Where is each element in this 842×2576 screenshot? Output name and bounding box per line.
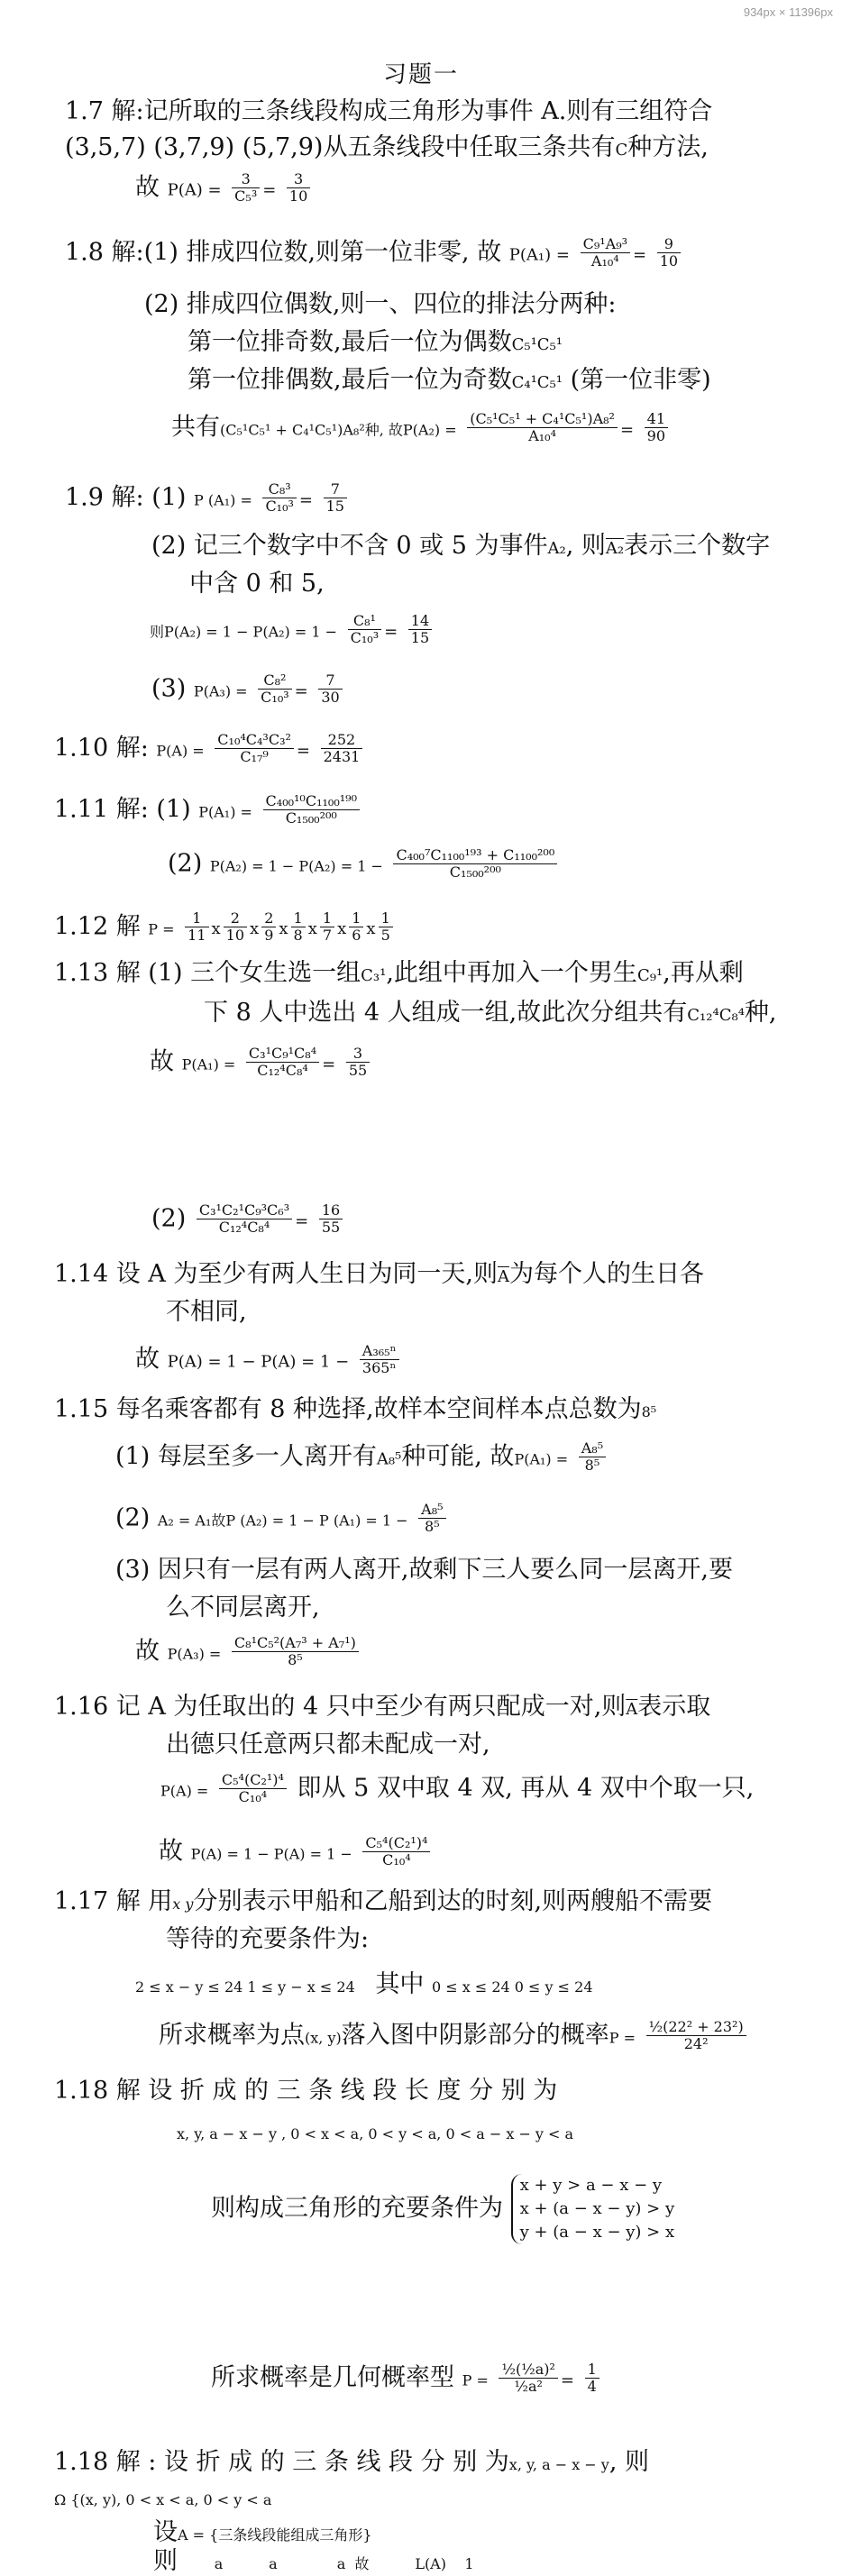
problem-1-7-line-3: 故 P(A) = $\frac{3}{\text{C₅³}}$ = $\frac{3}{10}$ (135, 171, 313, 206)
fraction (346, 1046, 370, 1080)
numerator: 16 (319, 1202, 343, 1219)
problem-1-18b-line-2: Ω {(x, y), 0 < x < a, 0 < y < a (54, 2491, 272, 2508)
numerator: C₅⁴(C₂¹)⁴ (362, 1835, 430, 1852)
problem-1-18b-line-1 (54, 2448, 649, 2477)
formula-label: P = (609, 2029, 636, 2047)
event: A₂ (547, 539, 566, 558)
denominator: ½a² (514, 2378, 543, 2396)
formula: P(A) = 1 − P(A) = 1 − (190, 1845, 352, 1863)
numerator: 2 (224, 910, 247, 927)
formula: P(A) = 1 − P(A) = 1 − (167, 1352, 350, 1372)
denominator: 55 (321, 1219, 341, 1237)
text: 分别表示甲船和乙船到达的时刻,则两艘船不需要 (193, 1887, 713, 1915)
fraction (581, 236, 630, 270)
formula: C₉¹ (636, 966, 664, 985)
fraction (418, 1502, 445, 1536)
formula: A = {三条线段能组成三角形} (178, 2526, 372, 2544)
image-size-label: 934px × 11396px (743, 5, 833, 19)
problem-1-18b-line-4 (153, 2547, 474, 2576)
problem-1-7-line-2 (65, 133, 709, 162)
problem-1-11-line-2 (168, 847, 560, 882)
denominator: C₁₀³ (350, 629, 380, 647)
problem-1-17-line-2: 等待的充要条件为: (166, 1925, 370, 1953)
fraction (262, 481, 296, 516)
fraction (185, 910, 208, 945)
numerator: C₃¹C₉¹C₈⁴ (246, 1046, 319, 1063)
denominator: C₁₀³ (261, 689, 289, 707)
formula: x y (172, 1895, 194, 1913)
formula: 0 ≤ x ≤ 24 0 ≤ y ≤ 24 (431, 1978, 593, 1996)
problem-1-15-line-3 (115, 1502, 449, 1536)
page-title: 习题一 (382, 61, 459, 88)
problem-1-14-line-1 (54, 1260, 704, 1289)
formula: P(A₂) = 1 − P(A₂) = 1 − (209, 857, 383, 875)
denominator: A₁₀⁴ (590, 252, 619, 270)
text: 1.11 解: (1) (54, 795, 191, 824)
problem-1-16-line-4 (159, 1835, 433, 1869)
problem-1-16-line-2: 出德只任意两只都未配成一对, (166, 1731, 490, 1758)
problem-1-15-line-4: (3) 因只有一层有两人离开,故剩下三人要么同一层离开,要 (115, 1556, 733, 1584)
denominator: C₁₇⁹ (240, 748, 269, 766)
text: 落入图中阴影部分的概率 (341, 2021, 609, 2050)
denominator: 55 (348, 1062, 368, 1080)
numerator: 3 (232, 171, 260, 188)
formula-label: P(A) = (156, 742, 205, 760)
denominator: C₁₂⁴C₈⁴ (218, 1219, 270, 1237)
problem-1-15-line-2 (115, 1440, 609, 1475)
formula: x, y, a − x − y (508, 2456, 609, 2473)
text: 故 (159, 1837, 183, 1866)
problem-1-7-text: (3,5,7) (3,7,9) (5,7,9)从五条线段中任取三条共有 (65, 133, 616, 161)
denominator: 7 (322, 927, 333, 945)
problem-1-17-line-3 (135, 1970, 593, 1999)
problem-1-9-line-5: (3) P(A₃) = $\frac{\text{C₈²}}{\text{C₁₀³}}$ = $\frac{7}{30}$ (151, 672, 345, 707)
problem-1-9-line-1: 1.9 解: (1) P (A₁) = $\frac{\text{C₈³}}{\text{C₁₀³}}$ = $\frac{7}{15}$ (65, 481, 350, 516)
problem-1-9-line-2 (151, 532, 770, 561)
fraction (291, 910, 306, 945)
fraction (215, 732, 294, 766)
text: 种可能, 故 (401, 1442, 515, 1471)
text: 即从 5 双中取 4 双, 再从 4 双中个取一只, (297, 1774, 755, 1803)
multiply-sign: x (337, 919, 347, 939)
problem-1-13-line-2 (204, 999, 777, 1028)
multiply-sign: x (250, 919, 260, 939)
text: 1.18 解 : 设 折 成 的 三 条 线 段 分 别 为 (54, 2448, 509, 2476)
formula-label: P(A₁) = (508, 245, 570, 265)
problem-1-18a-line-2: x, y, a − x − y , 0 < x < a, 0 < y < a, 0 < a − x − y < a (177, 2125, 574, 2142)
problem-1-17-line-1 (54, 1887, 712, 1916)
problem-1-18a-line-4: 所求概率是几何概率型 P = $\frac{\text{½(½a)²}}{\text{½a²}}$ = $\frac{1}{4}$ (211, 2361, 602, 2396)
text: ,再从剩 (663, 959, 744, 987)
numerator: C₃¹C₂¹C₉³C₆³ (197, 1202, 292, 1219)
denominator: C₁₀⁴ (238, 1788, 268, 1806)
text: 1.12 解 (54, 912, 141, 941)
problem-1-8-line-2: (2) 排成四位偶数,则一、四位的排法分两种: (144, 290, 617, 318)
fraction (287, 171, 310, 206)
denominator: 24² (683, 2035, 709, 2053)
fraction (319, 1202, 343, 1237)
numerator: 1 (185, 910, 208, 927)
problem-1-18a-line-3 (211, 2174, 674, 2244)
fraction (362, 1835, 430, 1869)
denominator: 8 (293, 927, 303, 945)
denominator: 5 (380, 927, 390, 945)
formula: 则P(A₂) = 1 − P(A₂) = 1 − (150, 623, 338, 641)
formula-label: P(A₁) = (181, 1055, 236, 1073)
text: (2) (151, 1204, 187, 1233)
text: 1.13 解 (1) 三个女生选一组 (54, 959, 362, 987)
fraction (263, 793, 360, 827)
text: 所求概率为点 (159, 2021, 305, 2050)
numerator: C₈³ (262, 481, 296, 498)
denominator: 4 (587, 2378, 597, 2396)
text: 1.17 解 用 (54, 1887, 173, 1915)
denominator: 8⁵ (288, 1651, 303, 1669)
denominator: A₁₀⁴ (528, 427, 556, 445)
denominator: 8⁵ (425, 1518, 440, 1536)
formula-label: P (A₁) = (194, 491, 252, 509)
fraction (320, 910, 334, 945)
denominator: 15 (325, 498, 344, 516)
numerator: C₈¹C₅²(A₇³ + A₇¹) (232, 1635, 359, 1652)
fraction (232, 1635, 359, 1669)
problem-1-7-line-1: 1.7 解:记所取的三条线段构成三角形为事件 A.则有三组符合 (65, 97, 713, 125)
fraction (646, 2019, 746, 2053)
numerator: C₉¹A₉³ (581, 236, 630, 253)
text: (2) 记三个数字中不含 0 或 5 为事件 (151, 532, 548, 560)
fraction (318, 672, 342, 707)
formula: A₈⁵ (376, 1449, 402, 1469)
numerator: (C₅¹C₅¹ + C₄¹C₅¹)A₈² (467, 411, 618, 428)
event-complement: A₂ (605, 539, 625, 558)
fraction (645, 411, 668, 445)
problem-1-16-line-1 (54, 1693, 710, 1722)
problem-1-17-line-4 (159, 2019, 749, 2053)
multiply-sign: x (307, 919, 317, 939)
problem-1-15-line-1 (54, 1395, 656, 1424)
formula-label: P(A₃) = (167, 1645, 222, 1663)
text: 故 (135, 1637, 160, 1666)
problem-1-15-line-5: 么不同层离开, (166, 1594, 320, 1621)
denominator: 365ⁿ (362, 1359, 397, 1377)
fraction (499, 2361, 557, 2396)
denominator: 10 (659, 252, 679, 270)
fraction (585, 2361, 599, 2396)
formula: A₂ = A₁故P (A₂) = 1 − P (A₁) = 1 − (157, 1512, 408, 1530)
text: (2) (168, 849, 203, 878)
formula: 2 ≤ x − y ≤ 24 1 ≤ y − x ≤ 24 (135, 1978, 355, 1996)
numerator: 2 (261, 910, 276, 927)
fraction (232, 171, 260, 206)
denominator: C₁₀⁴ (382, 1851, 411, 1869)
formula-label: P = (148, 920, 175, 938)
problem-1-18a-line-1: 1.18 解 设 折 成 的 三 条 线 段 长 度 分 别 为 (54, 2077, 558, 2105)
numerator: 7 (318, 672, 342, 690)
text: 故 (150, 1047, 174, 1076)
text: 1.9 解: (1) (65, 483, 187, 512)
text: 所求概率是几何概率型 (211, 2363, 454, 2392)
denominator: C₁₂⁴C₈⁴ (257, 1062, 308, 1080)
numerator: ½(½a)² (499, 2361, 557, 2379)
denominator: 10 (288, 187, 308, 206)
formula: a a a 故 L(A) 1 (178, 2555, 474, 2572)
text: 共有 (171, 413, 220, 442)
problem-1-11-line-1 (54, 793, 362, 827)
formula: 8⁵ (641, 1403, 657, 1420)
fraction (657, 236, 681, 270)
text: 则 (153, 2547, 178, 2575)
note: (第一位非零) (570, 366, 711, 394)
numerator: A₃₆₅ⁿ (360, 1343, 399, 1360)
numerator: A₈⁵ (579, 1440, 606, 1457)
event-complement: $\overline{A}$ (497, 1267, 509, 1286)
formula: (x, y) (305, 2029, 342, 2047)
numerator: 1 (379, 910, 393, 927)
text: 设 (153, 2518, 178, 2546)
denominator: C₁₀³ (265, 498, 294, 516)
numerator: 1 (349, 910, 363, 927)
inequality: x + y > a − x − y (519, 2176, 663, 2195)
text: , 则 (565, 532, 606, 560)
text: (1) 每层至多一人离开有 (115, 1442, 377, 1471)
numerator: C₄₀₀¹⁰C₁₁₀₀¹⁹⁰ (263, 793, 360, 810)
text: 则构成三角形的充要条件为 (211, 2194, 503, 2223)
inequality: x + (a − x − y) > y (519, 2199, 675, 2219)
fraction (379, 910, 393, 945)
problem-1-15-line-6 (135, 1635, 362, 1669)
inequality-system (511, 2174, 675, 2244)
denominator: 30 (321, 689, 340, 707)
numerator: 1 (320, 910, 334, 927)
denominator: 2431 (323, 748, 361, 766)
denominator: 10 (225, 927, 245, 945)
problem-1-13-line-4: (2) $\frac{\text{C₃¹C₂¹C₉³C₆³}}{\text{C₁₂⁴C₈⁴}}$ = $\frac{16}{55}$ (151, 1202, 345, 1237)
problem-1-8-line-5: 共有(C₅¹C₅¹ + C₄¹C₅¹)A₈²种, 故P(A₂) = $\frac{\text{(C₅¹C₅¹ + C₄¹C₅¹)A₈²}}{\text{A₁₀⁴}}$ = $\frac{41}{90}$ (171, 411, 671, 445)
formula: C₄¹C₅¹ (511, 373, 563, 392)
fraction (349, 910, 363, 945)
text: 1.10 解: (54, 734, 149, 763)
fraction (408, 613, 432, 647)
problem-1-16-line-3 (160, 1772, 754, 1806)
text: 为每个人的生日各 (508, 1260, 704, 1288)
problem-1-8-line-1: 1.8 解:(1) 排成四位数,则第一位非零, 故 P(A₁) = $\frac{\text{C₉¹A₉³}}{\text{A₁₀⁴}}$ = $\frac{9}{10}$ (65, 236, 683, 270)
fraction (321, 732, 363, 766)
fraction (224, 910, 247, 945)
text: 下 8 人中选出 4 人组成一组,故此次分组共有 (204, 999, 688, 1027)
numerator: 3 (346, 1046, 370, 1063)
denominator: 11 (188, 927, 206, 945)
numerator: 41 (645, 411, 668, 428)
fraction (324, 481, 347, 516)
denominator: 9 (264, 927, 274, 945)
problem-1-12-line-1 (54, 910, 396, 945)
text: 故 (135, 1345, 160, 1374)
fraction (246, 1046, 319, 1080)
denominator: 6 (352, 927, 362, 945)
numerator: 9 (657, 236, 681, 253)
inequality: y + (a − x − y) > x (519, 2223, 675, 2243)
problem-1-8-line-3 (188, 328, 563, 357)
problem-1-9-line-4: 则P(A₂) = 1 − P(A₂) = 1 − $\frac{\text{C₈¹}}{\text{C₁₀³}}$ = $\frac{14}{15}$ (150, 613, 435, 647)
text: (3) (151, 674, 187, 703)
numerator: C₅⁴(C₂¹)⁴ (219, 1772, 287, 1789)
multiply-sign: x (211, 919, 221, 939)
numerator: 252 (321, 732, 363, 749)
problem-1-8-line-4 (188, 366, 711, 395)
problem-1-13-line-3: 故 P(A₁) = $\frac{\text{C₃¹C₉¹C₈⁴}}{\text{C₁₂⁴C₈⁴}}$ = $\frac{3}{55}$ (150, 1046, 372, 1080)
fraction (197, 1202, 292, 1237)
numerator: C₈¹ (348, 613, 381, 630)
formula: C₃¹ (361, 966, 387, 985)
fraction (258, 672, 291, 707)
formula: C₅¹C₅¹ (511, 335, 563, 354)
text: 表示三个数字 (624, 532, 771, 560)
numerator: C₈² (258, 672, 291, 690)
event-complement: $\overline{A}$ (626, 1700, 638, 1719)
text: 1.8 解:(1) 排成四位数,则第一位非零, 故 (65, 238, 502, 267)
problem-1-10-line-1: 1.10 解: P(A) = $\frac{\text{C₁₀⁴C₄³C₃²}}{\text{C₁₇⁹}}$ = $\frac{252}{2431}$ (54, 732, 365, 766)
formula-label: P(A₃) = (193, 682, 248, 700)
formula: (C₅¹C₅¹ + C₄¹C₅¹)A₈²种, 故P(A₂) = (220, 421, 457, 439)
numerator: 14 (408, 613, 432, 630)
numerator: A₈⁵ (418, 1502, 445, 1519)
problem-1-14-line-3 (135, 1343, 402, 1377)
fraction (219, 1772, 287, 1806)
denominator: C₁₅₀₀²⁰⁰ (285, 809, 337, 827)
denominator: 90 (646, 427, 665, 445)
problem-1-9-line-3: 中含 0 和 5, (189, 570, 325, 598)
denominator: 8⁵ (584, 1457, 600, 1475)
fraction (348, 613, 381, 647)
text: 其中 (375, 1970, 425, 1998)
formula-label: P(A₁) = (514, 1450, 569, 1468)
formula: C₁₂⁴C₈⁴ (687, 1006, 745, 1025)
fraction (467, 411, 618, 445)
numerator: 7 (324, 481, 347, 498)
fraction (261, 910, 276, 945)
label-therefore: 故 (135, 173, 160, 202)
denominator: 15 (410, 629, 430, 647)
formula-label: P(A) = (160, 1782, 209, 1800)
multiply-sign: x (366, 919, 376, 939)
denominator: C₅³ (234, 187, 258, 206)
numerator: 1 (585, 2361, 599, 2379)
numerator: C₄₀₀⁷C₁₁₀₀¹⁹³ + C₁₁₀₀²⁰⁰ (393, 847, 557, 864)
text: 1.14 设 A 为至少有两人生日为同一天,则 (54, 1260, 498, 1288)
denominator: C₁₅₀₀²⁰⁰ (449, 863, 501, 882)
multiply-sign: x (279, 919, 288, 939)
problem-1-14-line-2: 不相同, (166, 1298, 247, 1326)
text: 1.16 记 A 为任取出的 4 只中至少有两只配成一对,则 (54, 1693, 627, 1721)
text: 种, (744, 999, 777, 1027)
text: 1.15 每名乘客都有 8 种选择,故样本空间样本点总数为 (54, 1395, 642, 1423)
fraction (360, 1343, 399, 1377)
text: (2) (115, 1503, 151, 1532)
text: 第一位排奇数,最后一位为偶数 (188, 328, 512, 356)
text: 第一位排偶数,最后一位为奇数 (188, 366, 512, 394)
text: , 则 (609, 2448, 650, 2476)
numerator: C₁₀⁴C₄³C₃² (215, 732, 294, 749)
product-of-fractions (182, 909, 396, 945)
formula-label: P(A) = (167, 180, 222, 200)
text: 表示取 (637, 1693, 711, 1721)
problem-1-7-comb: C (615, 141, 628, 160)
numerator: 1 (291, 910, 306, 927)
formula-label: P = (462, 2371, 489, 2389)
problem-1-18b-line-3 (153, 2518, 372, 2547)
fraction (579, 1440, 606, 1475)
problem-1-7-text-b: 种方法, (627, 133, 709, 161)
numerator: ½(22² + 23²) (646, 2019, 746, 2036)
formula-label: P(A₁) = (198, 803, 252, 821)
numerator: 3 (287, 171, 310, 188)
text: ,此组中再加入一个男生 (386, 959, 637, 987)
fraction (393, 847, 557, 882)
problem-1-13-line-1 (54, 959, 744, 988)
